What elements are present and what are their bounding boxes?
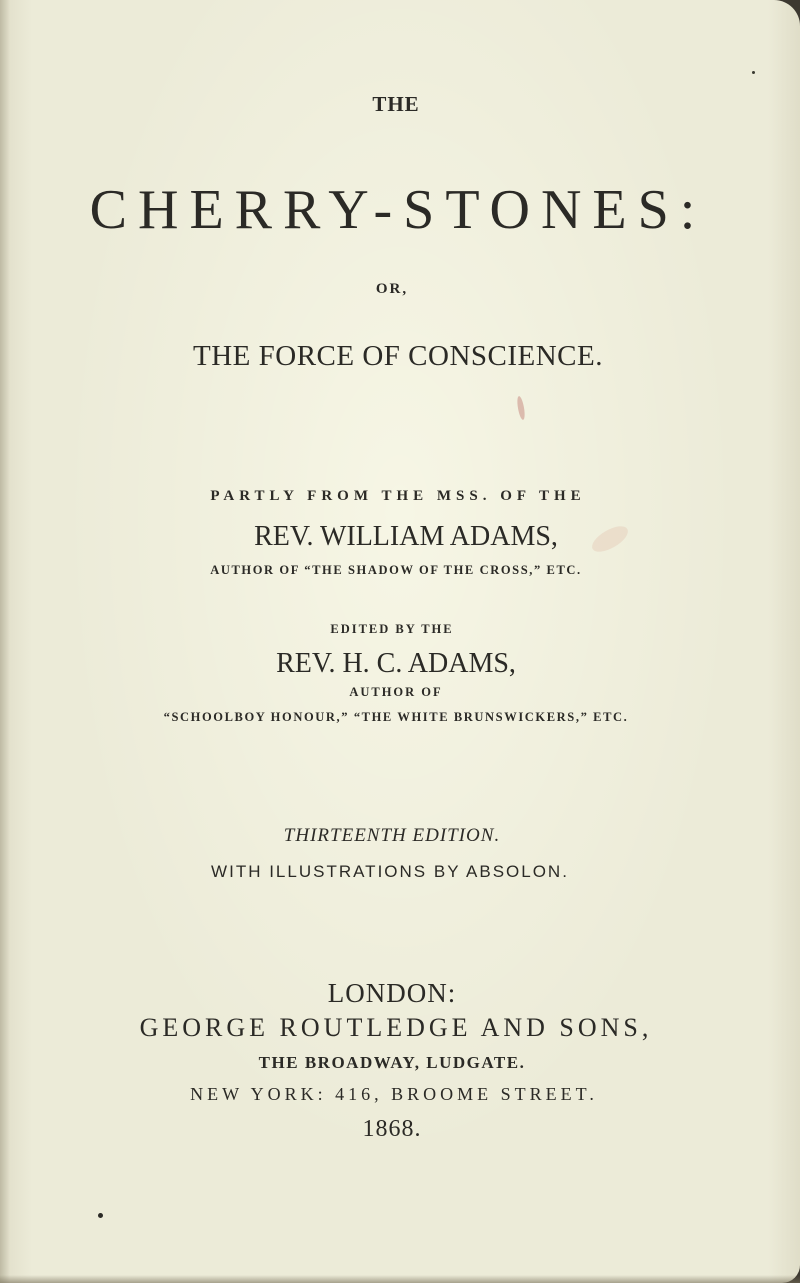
edition-statement: THIRTEENTH EDITION.	[283, 825, 501, 846]
title-article: THE	[372, 92, 420, 116]
ink-dot	[98, 1213, 103, 1218]
book-title: CHERRY-STONES:	[89, 179, 707, 241]
ink-stain	[516, 396, 526, 421]
illustrations-credit: WITH ILLUSTRATIONS BY ABSOLON.	[211, 862, 569, 881]
edited-by-label: EDITED BY THE	[330, 622, 454, 636]
original-author-works: AUTHOR OF “THE SHADOW OF THE CROSS,” ETC.	[210, 563, 582, 577]
editor-works: “SCHOOLBOY HONOUR,” “THE WHITE BRUNSWICKERS,” ETC.	[163, 710, 629, 724]
title-conjunction: OR,	[375, 281, 409, 297]
publisher-address-new-york: NEW YORK: 416, BROOME STREET.	[190, 1084, 598, 1104]
publisher-address-london: THE BROADWAY, LUDGATE.	[258, 1053, 526, 1072]
ink-dot	[752, 71, 755, 74]
page-bottom-edge	[0, 1275, 800, 1283]
publication-year: 1868.	[362, 1116, 422, 1142]
editor-name: REV. H. C. ADAMS,	[276, 648, 516, 679]
original-author: REV. WILLIAM ADAMS,	[254, 521, 558, 552]
editor-author-of-label: AUTHOR OF	[349, 685, 443, 699]
book-subtitle: THE FORCE OF CONSCIENCE.	[193, 340, 603, 372]
publication-place: LONDON:	[327, 978, 457, 1008]
publisher-name: GEORGE ROUTLEDGE AND SONS,	[139, 1013, 653, 1042]
source-note: PARTLY FROM THE MSS. OF THE	[210, 488, 586, 504]
